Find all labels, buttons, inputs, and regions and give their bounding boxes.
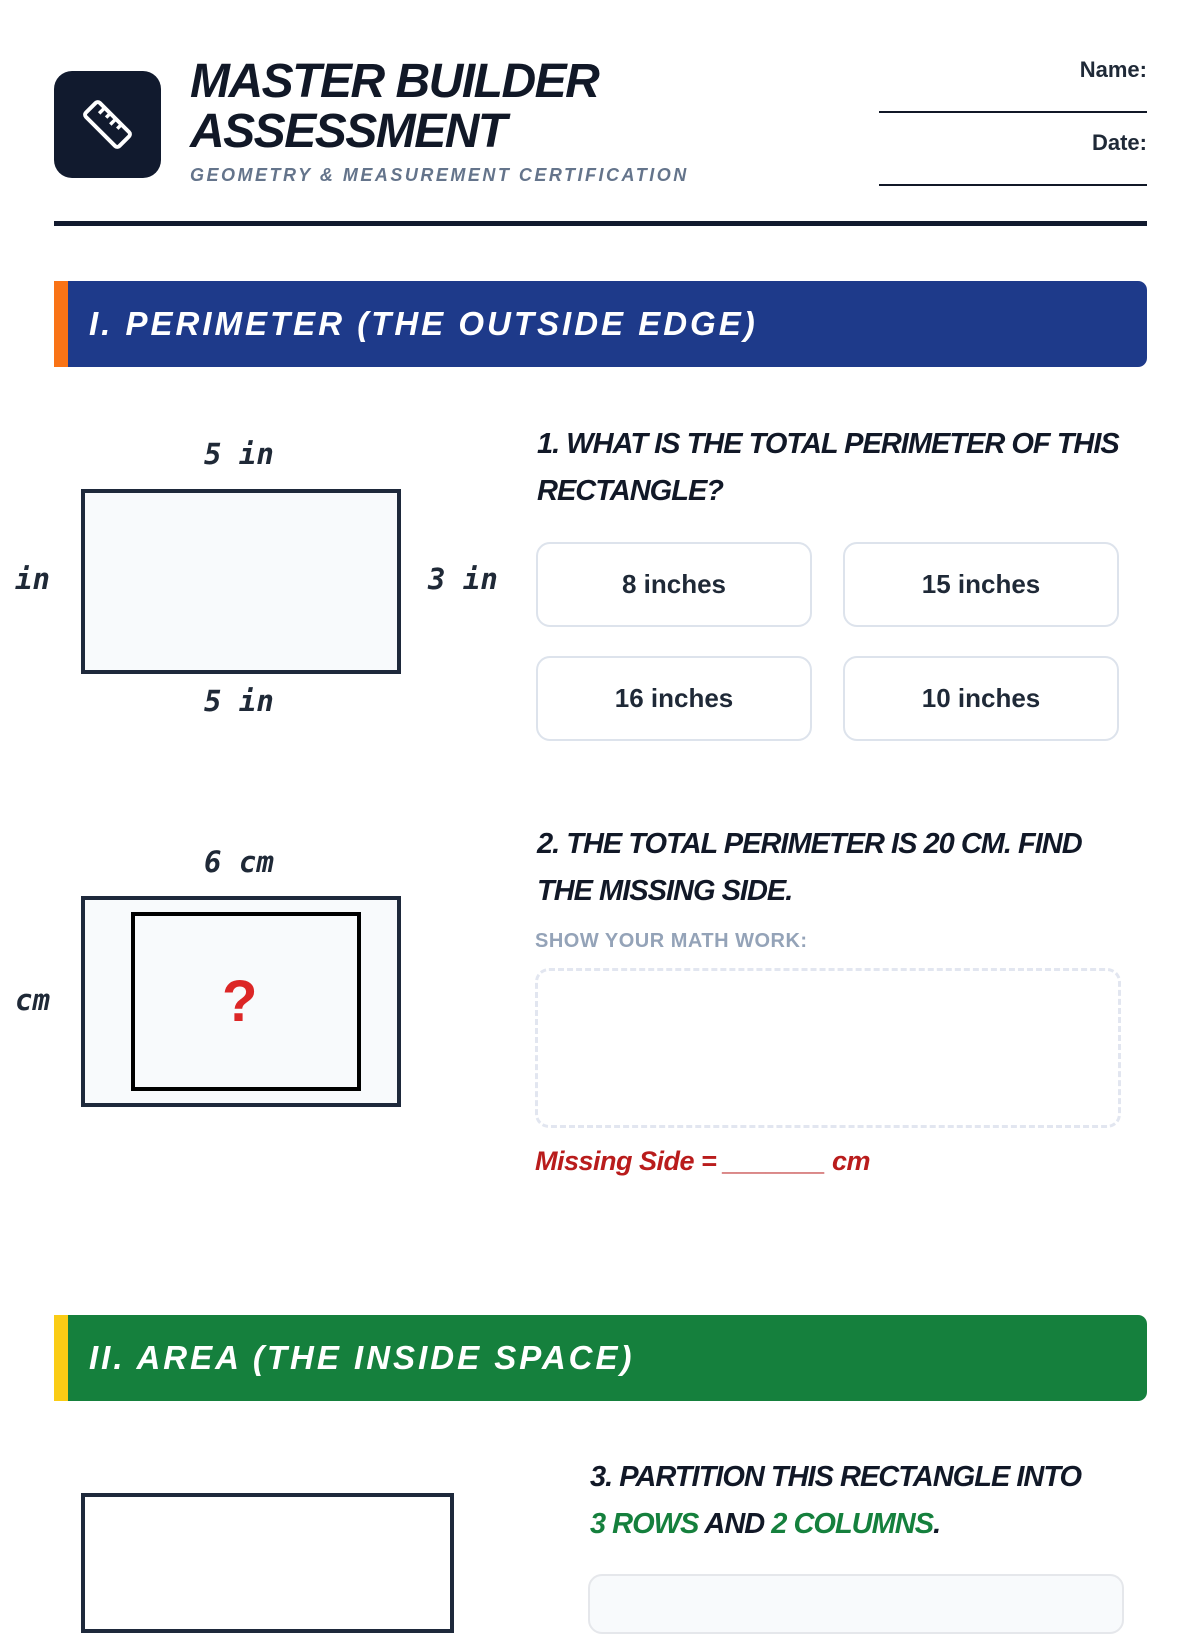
q1-right-dimension: 3 in xyxy=(428,562,498,596)
q2-answer-unit: cm xyxy=(824,1146,870,1176)
q2-left-dimension: cm xyxy=(15,983,50,1017)
q3-rows-text: 3 ROWS xyxy=(590,1508,699,1540)
q3-answer-panel xyxy=(588,1574,1124,1634)
q1-option-d[interactable]: 10 inches xyxy=(843,656,1119,741)
q1-rectangle xyxy=(81,489,401,674)
q2-work-box[interactable] xyxy=(535,968,1121,1128)
q3-question-prefix: 3. PARTITION THIS RECTANGLE INTO xyxy=(590,1461,1082,1493)
q2-top-dimension: 6 cm xyxy=(204,845,274,879)
date-label: Date: xyxy=(1091,130,1147,155)
q1-option-c[interactable]: 16 inches xyxy=(536,656,812,741)
q3-cols-text: 2 COLUMNS xyxy=(771,1508,934,1540)
q3-rectangle[interactable] xyxy=(81,1493,454,1633)
title-line-1: MASTER BUILDER xyxy=(190,55,599,108)
section-perimeter-header xyxy=(54,281,1147,367)
q1-option-a[interactable]: 8 inches xyxy=(536,542,812,627)
header-divider xyxy=(54,221,1147,226)
q1-question: 1. WHAT IS THE TOTAL PERIMETER OF THIS RECTANGLE? xyxy=(537,428,1119,507)
section-title: II. AREA (THE INSIDE SPACE) xyxy=(89,1339,635,1376)
section-title: I. PERIMETER (THE OUTSIDE EDGE) xyxy=(89,305,758,342)
q3-and-text: AND xyxy=(698,1508,772,1540)
q2-answer-prefix: Missing Side = xyxy=(535,1146,724,1176)
logo xyxy=(54,71,161,178)
name-line[interactable] xyxy=(879,111,1147,113)
title-line-2: ASSESSMENT xyxy=(190,105,506,158)
q3-question xyxy=(590,1454,1150,1548)
section-area-header xyxy=(54,1315,1147,1401)
q1-bottom-dimension: 5 in xyxy=(204,684,274,718)
ruler-icon xyxy=(76,93,139,156)
q2-answer-blank[interactable]: _______ xyxy=(723,1146,825,1176)
section-accent xyxy=(54,281,68,367)
page-title xyxy=(190,57,598,157)
section-accent xyxy=(54,1315,68,1401)
q2-question: 2. THE TOTAL PERIMETER IS 20 CM. FIND THE MISSING SIDE. xyxy=(537,828,1082,907)
page-subtitle: GEOMETRY & MEASUREMENT CERTIFICATION xyxy=(190,165,689,185)
q1-left-dimension: in xyxy=(15,562,50,596)
q2-answer-line xyxy=(535,1146,870,1177)
q3-end-text: . xyxy=(933,1508,941,1540)
q2-work-label: SHOW YOUR MATH WORK: xyxy=(535,930,808,952)
name-label: Name: xyxy=(1079,57,1147,82)
q1-top-dimension: 5 in xyxy=(204,437,274,471)
q2-question-mark: ? xyxy=(222,969,258,1034)
q1-option-b[interactable]: 15 inches xyxy=(843,542,1119,627)
date-line[interactable] xyxy=(879,184,1147,186)
